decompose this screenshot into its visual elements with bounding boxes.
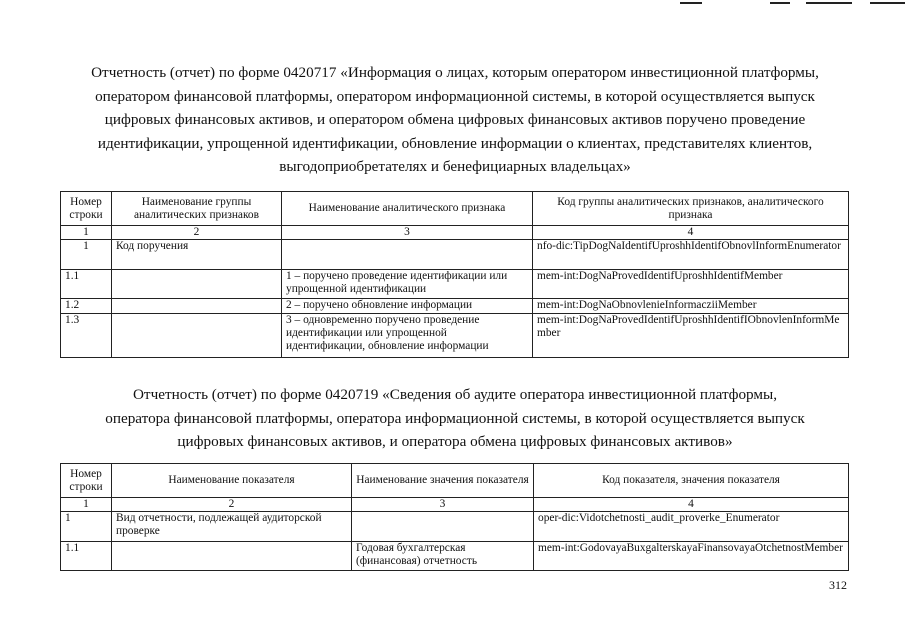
- indicator-name: Вид отчетности, подлежащей аудиторской проверке: [112, 512, 352, 542]
- header-cell: Номер строки: [61, 464, 112, 498]
- header-cell: Наименование показателя: [112, 464, 352, 498]
- index-cell: 4: [534, 498, 849, 512]
- header-cell: Код группы аналитических признаков, аналитического признака: [533, 192, 849, 226]
- header-cell: Номер строки: [61, 192, 112, 226]
- attribute-name: [282, 240, 533, 270]
- indicator-code: mem-int:GodovayaBuxgalterskayaFinansovayaOtchetnostMember: [534, 542, 849, 571]
- index-cell: 4: [533, 226, 849, 240]
- heading-line: оператором финансовой платформы, оператором информационной системы, в которой осуществляется выпуск: [95, 87, 815, 105]
- heading-line: цифровых финансовых активов, и оператором обмена цифровых финансовых активов поручено проведение: [104, 111, 806, 129]
- header-cell: Наименование значения показателя: [352, 464, 534, 498]
- page-number: 312: [829, 578, 847, 592]
- table-header-row: [61, 464, 849, 498]
- row-number: 1: [61, 512, 112, 542]
- column-index-row: [61, 498, 849, 512]
- heading-line: оператора финансовой платформы, оператора информационной системы, в которой осуществляется выпуск: [105, 409, 805, 427]
- table-row: [61, 299, 849, 314]
- heading-line: выгодоприобретателях и бенефициарных владельцах»: [279, 158, 631, 176]
- heading-line: идентификации, упрощенной идентификации, обновление информации о клиентах, представителях клиентов,: [97, 134, 813, 152]
- index-cell: 3: [352, 498, 534, 512]
- group-name: [112, 270, 282, 299]
- row-number: 1.1: [61, 270, 112, 299]
- attribute-code: mem-int:DogNaProvedIdentifUproshhIdentifMember: [533, 270, 849, 299]
- table-row: [61, 314, 849, 358]
- group-name: Код поручения: [112, 240, 282, 270]
- attribute-name: 1 – поручено проведение идентификации или упрощенной идентификации: [282, 270, 533, 299]
- top-edge-marks: [0, 0, 905, 6]
- header-cell: Наименование аналитического признака: [282, 192, 533, 226]
- index-cell: 1: [61, 226, 112, 240]
- heading-line: цифровых финансовых активов, и оператора обмена цифровых финансовых активов»: [177, 433, 733, 451]
- attribute-code: nfo-dic:TipDogNaIdentifUproshhIdentifObnovlInformEnumerator: [533, 240, 849, 270]
- table-row: [61, 542, 849, 571]
- group-name: [112, 314, 282, 358]
- indicator-name: [112, 542, 352, 571]
- heading-line: Отчетность (отчет) по форме 0420719 «Сведения об аудите оператора инвестиционной платформы,: [132, 386, 778, 403]
- row-number: 1: [61, 240, 112, 270]
- table-row: [61, 240, 849, 270]
- attribute-name: 3 – одновременно поручено проведение идентификации или упрощенной идентификации, обновление информации: [282, 314, 533, 358]
- table-row: [61, 270, 849, 299]
- index-cell: 1: [61, 498, 112, 512]
- index-cell: 2: [112, 226, 282, 240]
- form-0420717-heading: [60, 61, 850, 179]
- row-number: 1.2: [61, 299, 112, 314]
- group-name: [112, 299, 282, 314]
- column-index-row: [61, 226, 849, 240]
- attribute-code: mem-int:DogNaObnovlenieInformacziiMember: [533, 299, 849, 314]
- indicator-code: oper-dic:Vidotchetnosti_audit_proverke_Enumerator: [534, 512, 849, 542]
- form-0420719-heading: [60, 383, 850, 454]
- attribute-name: 2 – поручено обновление информации: [282, 299, 533, 314]
- header-cell: Наименование группы аналитических признаков: [112, 192, 282, 226]
- row-number: 1.3: [61, 314, 112, 358]
- indicator-value-name: Годовая бухгалтерская (финансовая) отчетность: [352, 542, 534, 571]
- row-number: 1.1: [61, 542, 112, 571]
- index-cell: 3: [282, 226, 533, 240]
- attribute-code: mem-int:DogNaProvedIdentifUproshhIdentifIObnovlenInformMember: [533, 314, 849, 358]
- header-cell: Код показателя, значения показателя: [534, 464, 849, 498]
- heading-line: Отчетность (отчет) по форме 0420717 «Информация о лицах, которым оператором инвестиционной платформы,: [91, 64, 819, 81]
- analytic-attributes-table: [60, 191, 849, 358]
- index-cell: 2: [112, 498, 352, 512]
- indicator-value-name: [352, 512, 534, 542]
- table-header-row: [61, 192, 849, 226]
- audit-indicators-table: [60, 463, 849, 571]
- table-row: [61, 512, 849, 542]
